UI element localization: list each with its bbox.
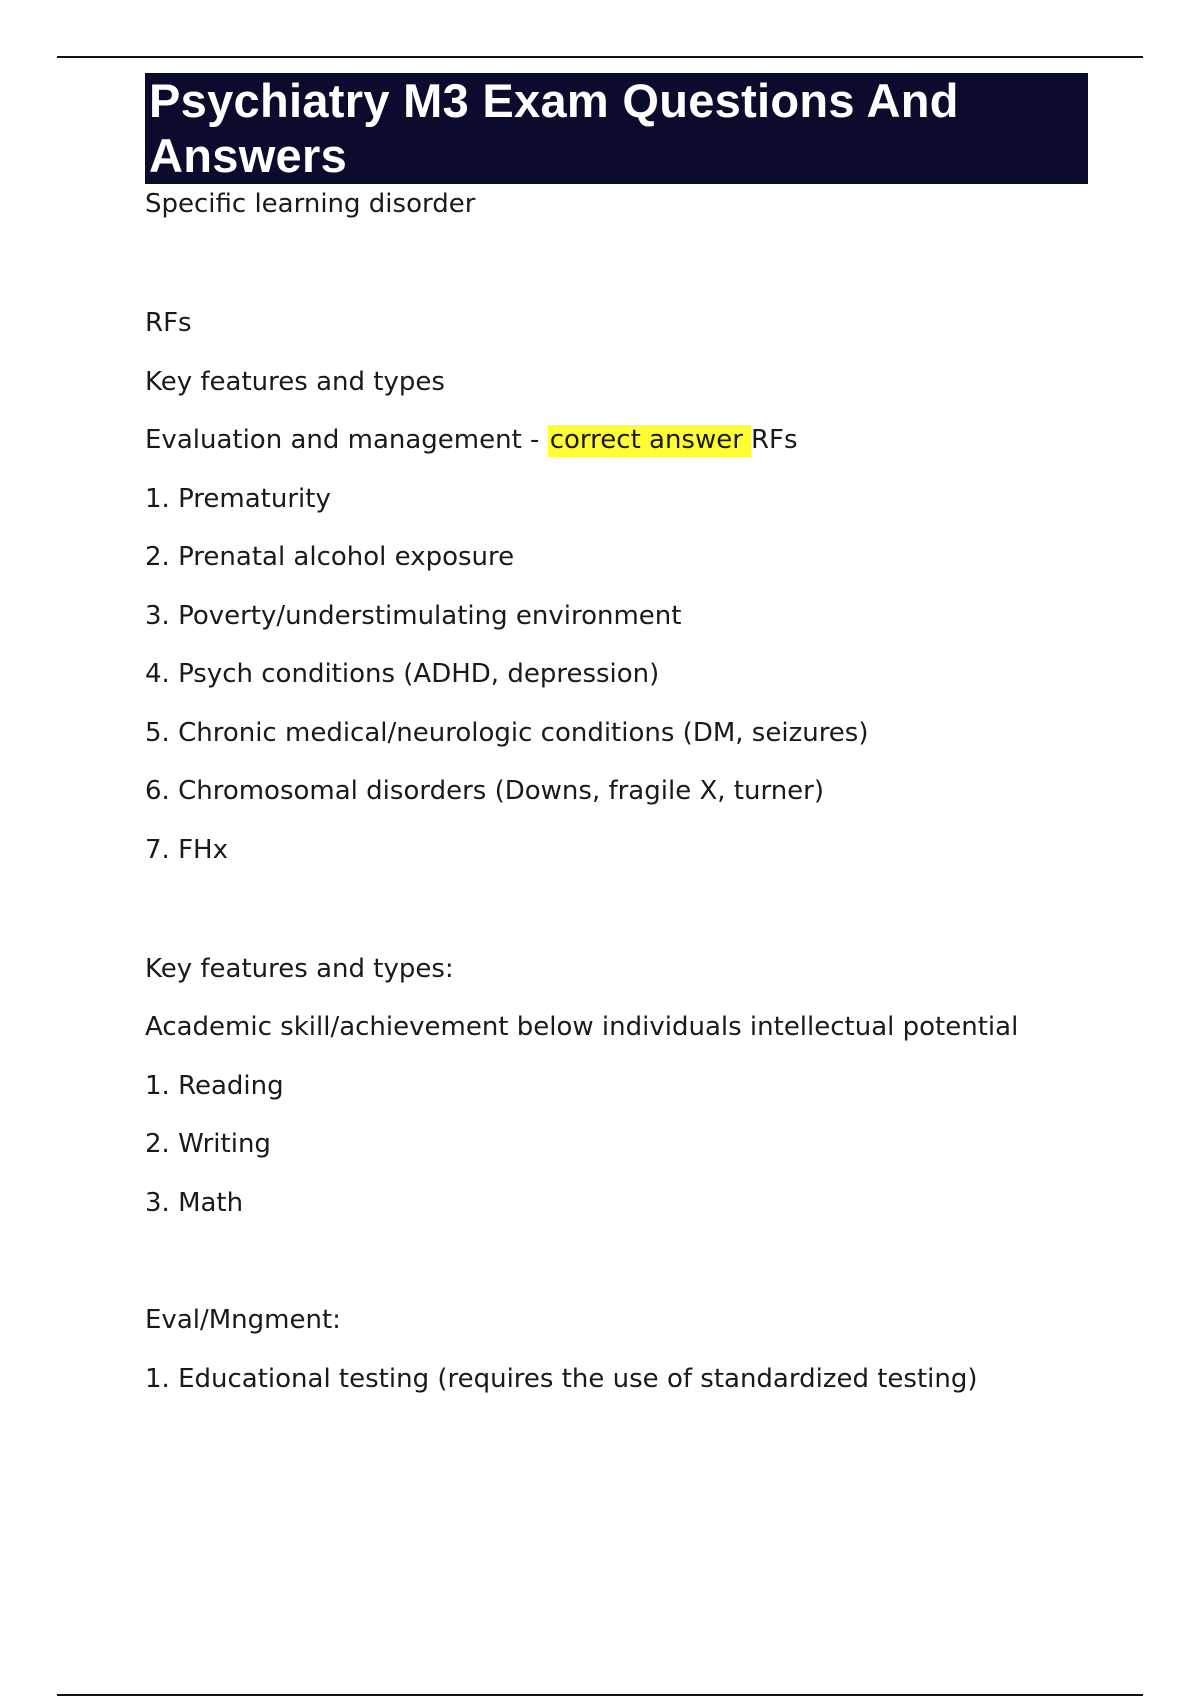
feature-item: 1. Reading <box>145 1071 284 1101</box>
features-heading: Key features and types: <box>145 954 454 984</box>
question-features: Key features and types <box>145 367 445 397</box>
rf-item: 3. Poverty/understimulating environment <box>145 601 682 631</box>
answer-rfs-label: RFs <box>750 425 798 455</box>
features-description: Academic skill/achievement below individuals intellectual potential <box>145 1012 1019 1042</box>
document-title: Psychiatry M3 Exam Questions And Answers <box>149 74 959 182</box>
top-rule <box>57 56 1143 58</box>
question-eval-line <box>145 422 798 458</box>
eval-item: 1. Educational testing (requires the use of standardized testing) <box>145 1364 978 1394</box>
question-eval: Evaluation and management - <box>145 425 548 455</box>
question-rfs: RFs <box>145 308 192 338</box>
bottom-rule <box>57 1694 1143 1696</box>
rf-item: 6. Chromosomal disorders (Downs, fragile X, turner) <box>145 776 825 806</box>
rf-item: 1. Prematurity <box>145 484 331 514</box>
feature-item: 2. Writing <box>145 1129 271 1159</box>
title-banner <box>145 73 1088 184</box>
topic-line: Specific learning disorder <box>145 189 476 219</box>
rf-item: 2. Prenatal alcohol exposure <box>145 542 515 572</box>
rf-item: 7. FHx <box>145 835 228 865</box>
eval-heading: Eval/Mngment: <box>145 1305 341 1335</box>
rf-item: 4. Psych conditions (ADHD, depression) <box>145 659 660 689</box>
feature-item: 3. Math <box>145 1188 244 1218</box>
correct-answer-highlight: correct answer <box>548 425 751 457</box>
rf-item: 5. Chronic medical/neurologic conditions (DM, seizures) <box>145 718 869 748</box>
